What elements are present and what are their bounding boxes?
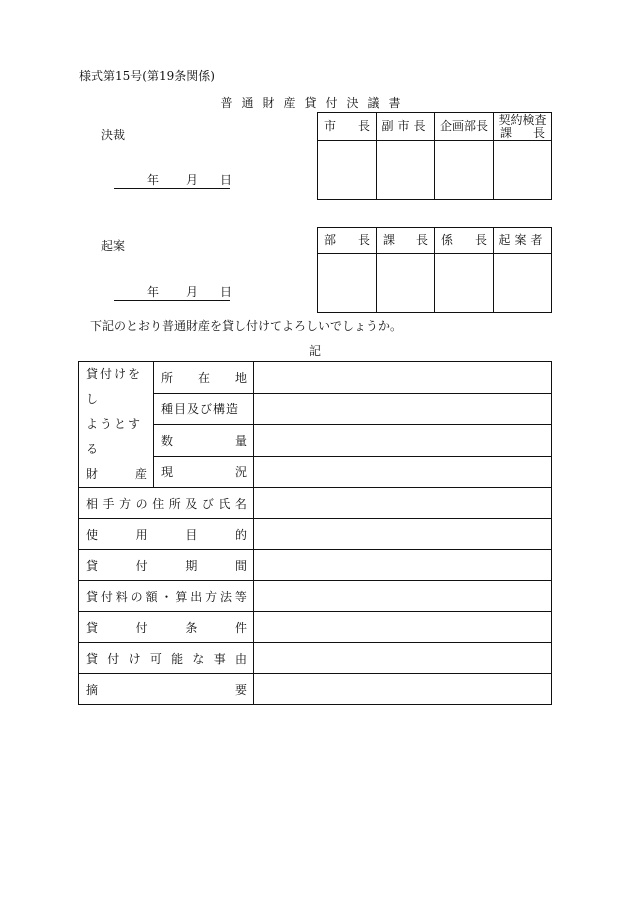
location-label: 所 在 地 [161, 370, 247, 385]
kian-month-label: 月 [186, 285, 199, 299]
field-remarks[interactable] [254, 674, 552, 705]
kessai-label: 決裁 [101, 128, 126, 142]
field-location[interactable] [254, 362, 552, 394]
row-label-purpose [79, 519, 254, 550]
terms-label: 貸 付 条 件 [86, 620, 247, 635]
property-label-char-2: 産 [134, 467, 147, 481]
field-period[interactable] [254, 550, 552, 581]
request-text: 下記のとおり普通財産を貸し付けてよろしいでしょうか。 [90, 319, 403, 333]
ki-heading: 記 [308, 344, 321, 358]
kessai-vice-mayor-label: 副市長 [381, 119, 430, 133]
row-label-period [79, 550, 254, 581]
field-type-structure[interactable] [254, 393, 552, 425]
kessai-contract-label [494, 113, 551, 140]
kessai-header-mayor-text [318, 120, 376, 133]
property-group-label [79, 362, 154, 488]
field-counterparty[interactable] [254, 488, 552, 519]
field-fee[interactable] [254, 581, 552, 612]
field-reason[interactable] [254, 643, 552, 674]
kessai-month-label: 月 [186, 173, 199, 187]
kian-drafter-label: 起案者 [498, 233, 547, 247]
kian-label: 起案 [101, 239, 126, 253]
kian-day-label: 日 [220, 285, 233, 299]
kian-header-subsection-chief [435, 228, 494, 254]
table-row [79, 362, 552, 394]
kian-subsection-chief-text: 係 長 [441, 233, 487, 247]
kessai-mayor-char-2: 長 [357, 119, 370, 133]
kessai-approval-table [317, 112, 552, 200]
kessai-contract-line-1: 契約検査 [498, 113, 547, 127]
field-condition[interactable] [254, 456, 552, 488]
table-row [79, 674, 552, 705]
row-label-terms [79, 612, 254, 643]
table-row [79, 612, 552, 643]
kessai-day-label: 日 [220, 173, 233, 187]
row-label-type-structure [154, 393, 254, 425]
kessai-seal-contract[interactable] [494, 141, 552, 200]
row-label-quantity [154, 425, 254, 457]
row-label-location [154, 362, 254, 394]
kessai-header-contract [494, 113, 552, 141]
kian-seal-director[interactable] [318, 254, 377, 313]
kessai-seal-vice-mayor[interactable] [377, 141, 435, 200]
field-quantity[interactable] [254, 425, 552, 457]
kessai-planning-label: 企画部長 [439, 119, 488, 133]
loan-details-table [78, 361, 552, 705]
reason-label: 貸 付 け 可 能 な 事 由 [86, 651, 247, 666]
table-row [79, 581, 552, 612]
fee-label: 貸 付 料 の 額 ・ 算 出 方 法 等 [86, 589, 247, 604]
type-structure-label: 種目及び構造 [161, 402, 240, 417]
kian-director-text: 部 長 [324, 233, 370, 247]
table-row [79, 488, 552, 519]
kian-year-label: 年 [147, 285, 160, 299]
kessai-year-label: 年 [147, 173, 160, 187]
property-label-char-1: 財 [86, 467, 99, 481]
row-label-counterparty [79, 488, 254, 519]
period-label: 貸 付 期 間 [86, 558, 247, 573]
table-row [79, 519, 552, 550]
kessai-contract-line-2: 課 長 [500, 126, 545, 140]
document-title: 普通財産貸付決議書 [220, 96, 410, 110]
kessai-seal-planning[interactable] [435, 141, 494, 200]
kian-seal-section-chief[interactable] [377, 254, 435, 313]
kessai-mayor-char-1: 市 [324, 119, 337, 133]
quantity-label: 数 量 [161, 433, 247, 448]
table-row [79, 550, 552, 581]
kian-approval-table [317, 227, 552, 313]
row-label-reason [79, 643, 254, 674]
property-group-text [79, 362, 153, 487]
kessai-seal-mayor[interactable] [318, 141, 377, 200]
kian-header-drafter [494, 228, 552, 254]
kian-seal-drafter[interactable] [494, 254, 552, 313]
table-row [79, 643, 552, 674]
kian-section-chief-text: 課 長 [383, 233, 428, 247]
property-label-line-1: 貸付けをし [86, 367, 143, 406]
row-label-fee [79, 581, 254, 612]
field-terms[interactable] [254, 612, 552, 643]
kian-header-director [318, 228, 377, 254]
kian-date-field[interactable] [114, 285, 233, 301]
kian-header-section-chief [377, 228, 435, 254]
condition-label: 現 況 [161, 465, 247, 480]
field-purpose[interactable] [254, 519, 552, 550]
property-label-line-3 [86, 462, 153, 487]
form-number: 様式第15号(第19条関係) [79, 69, 215, 83]
kian-seal-subsection-chief[interactable] [435, 254, 494, 313]
kessai-header-vice-mayor [377, 113, 435, 141]
row-label-remarks [79, 674, 254, 705]
kessai-date-field[interactable] [114, 173, 233, 189]
purpose-label: 使 用 目 的 [86, 527, 247, 542]
kessai-header-mayor [318, 113, 377, 141]
kessai-header-planning [435, 113, 494, 141]
remarks-label: 摘 要 [86, 682, 247, 697]
counterparty-label: 相 手 方 の 住 所 及 び 氏 名 [86, 496, 247, 511]
row-label-condition [154, 456, 254, 488]
property-label-line-2: ようとする [86, 417, 143, 456]
